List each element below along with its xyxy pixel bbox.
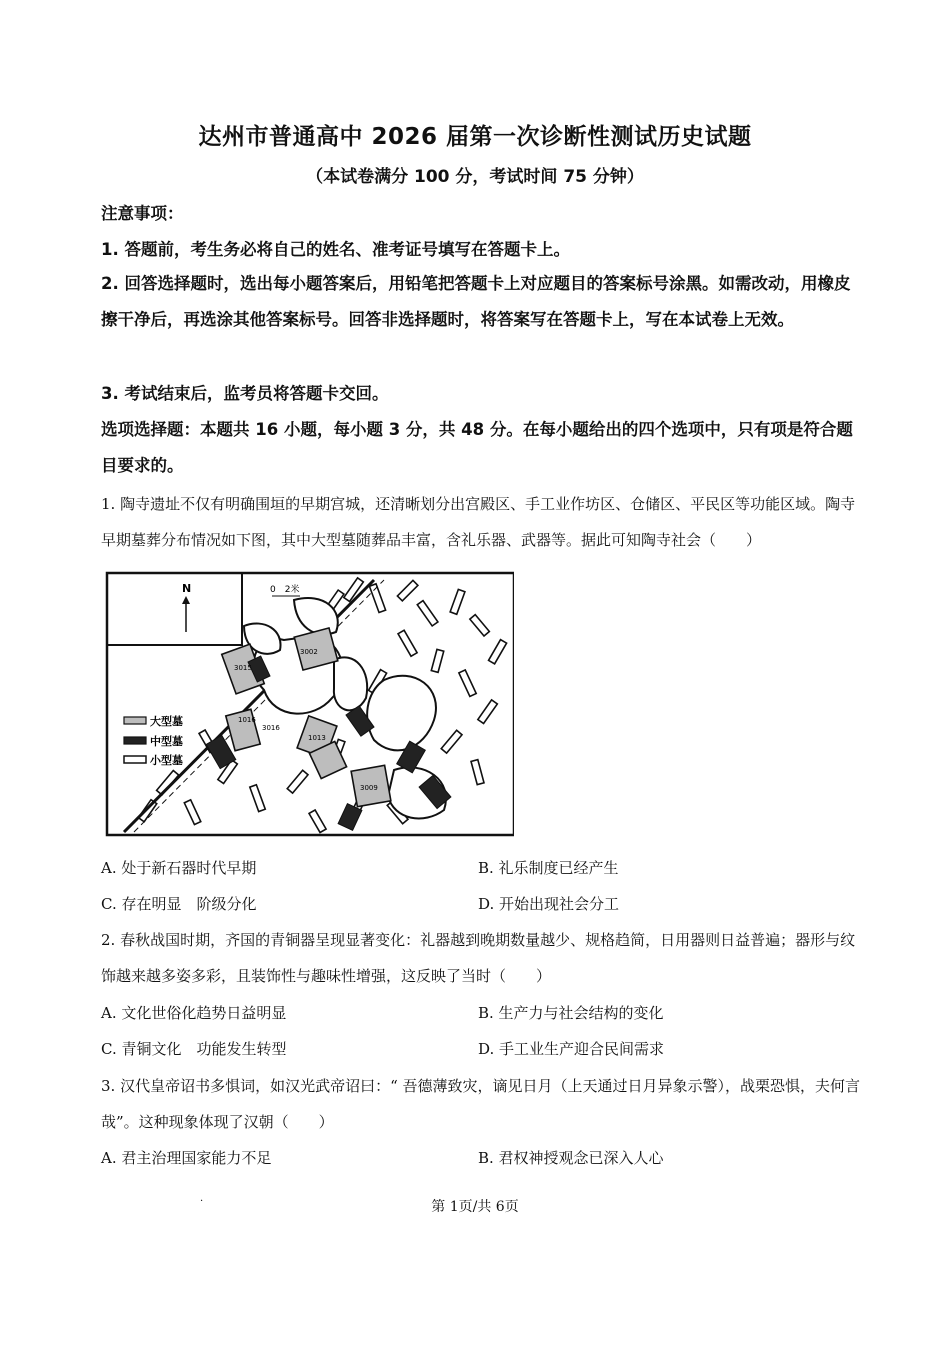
stray-mark: ·: [200, 1196, 204, 1207]
notes-item-3: 3. 考试结束后，监考员将答题卡交回。: [101, 384, 389, 403]
question-2-option-d: D. 手工业生产迎合民间需求: [478, 1040, 665, 1058]
page-number: 第 1页/共 6页: [431, 1199, 519, 1215]
scale-label: 0 2米: [270, 585, 300, 595]
tomb-distribution-map: [104, 570, 514, 838]
tomb-label: 3002: [300, 648, 318, 656]
legend-small-tomb: 小型墓: [150, 754, 183, 767]
question-2-option-a: A. 文化世俗化趋势日益明显: [101, 1004, 287, 1022]
notes-heading: 注意事项：: [101, 204, 184, 223]
legend-medium-tomb: 中型墓: [150, 735, 183, 748]
question-1-option-a: A. 处于新石器时代早期: [101, 859, 257, 877]
exam-title: 达州市普通高中 2026 届第一次诊断性测试历史试题: [198, 124, 752, 150]
map-legend: [124, 714, 183, 767]
exam-subtitle: （本试卷满分 100 分，考试时间 75 分钟）: [306, 167, 644, 187]
notes-item-2: 2. 回答选择题时，选出每小题答案后，用铅笔把答题卡上对应题目的答案标号涂黑。如需改动，用橡皮擦干净后，再选涂其他答案标号。回答非选择题时，将答案写在答题卡上，写在本试卷上无效。: [101, 274, 851, 329]
section-heading: 选项选择题：本题共 16 小题，每小题 3 分，共 48 分。在每小题给出的四个选项中，只有项是符合题目要求的。: [101, 420, 853, 475]
question-1-option-c: C. 存在明显 阶级分化: [101, 895, 257, 913]
question-1-stem: 1. 陶寺遗址不仅有明确围垣的早期宫城，还清晰划分出宫殿区、手工业作坊区、仓储区、平民区等功能区域。陶寺早期墓葬分布情况如下图，其中大型墓随葬品丰富，含礼乐器、武器等。据此可知陶寺社会（ ）: [101, 495, 856, 549]
question-3-option-b: B. 君权神授观念已深入人心: [478, 1149, 664, 1167]
notes-item-1: 1. 答题前，考生务必将自己的姓名、准考证号填写在答题卡上。: [101, 240, 570, 259]
tomb-label: 3009: [360, 784, 378, 792]
tomb-label: 3016: [262, 724, 280, 732]
tomb-label: 1016: [238, 716, 256, 724]
question-1-option-b: B. 礼乐制度已经产生: [478, 859, 619, 877]
question-2-option-c: C. 青铜文化 功能发生转型: [101, 1040, 287, 1058]
north-label: N: [182, 582, 192, 595]
legend-large-tomb: 大型墓: [150, 715, 183, 728]
question-2-option-b: B. 生产力与社会结构的变化: [478, 1004, 664, 1022]
question-3-option-a: A. 君主治理国家能力不足: [101, 1149, 272, 1167]
tomb-label: 1013: [308, 734, 326, 742]
question-2-stem: 2. 春秋战国时期，齐国的青铜器呈现显著变化：礼器越到晚期数量越少、规格趋简，日用器则日益普遍；器形与纹饰越来越多姿多彩，且装饰性与趣味性增强，这反映了当时（ ）: [101, 931, 856, 985]
tomb-label: 3015: [234, 664, 252, 672]
question-3-stem: 3. 汉代皇帝诏书多惧词，如汉光武帝诏曰：“ 吾德薄致灾，谪见日月（上天通过日月异象示警），战栗恐惧，夫何言哉”。这种现象体现了汉朝（ ）: [101, 1077, 861, 1131]
question-1-option-d: D. 开始出现社会分工: [478, 895, 620, 913]
